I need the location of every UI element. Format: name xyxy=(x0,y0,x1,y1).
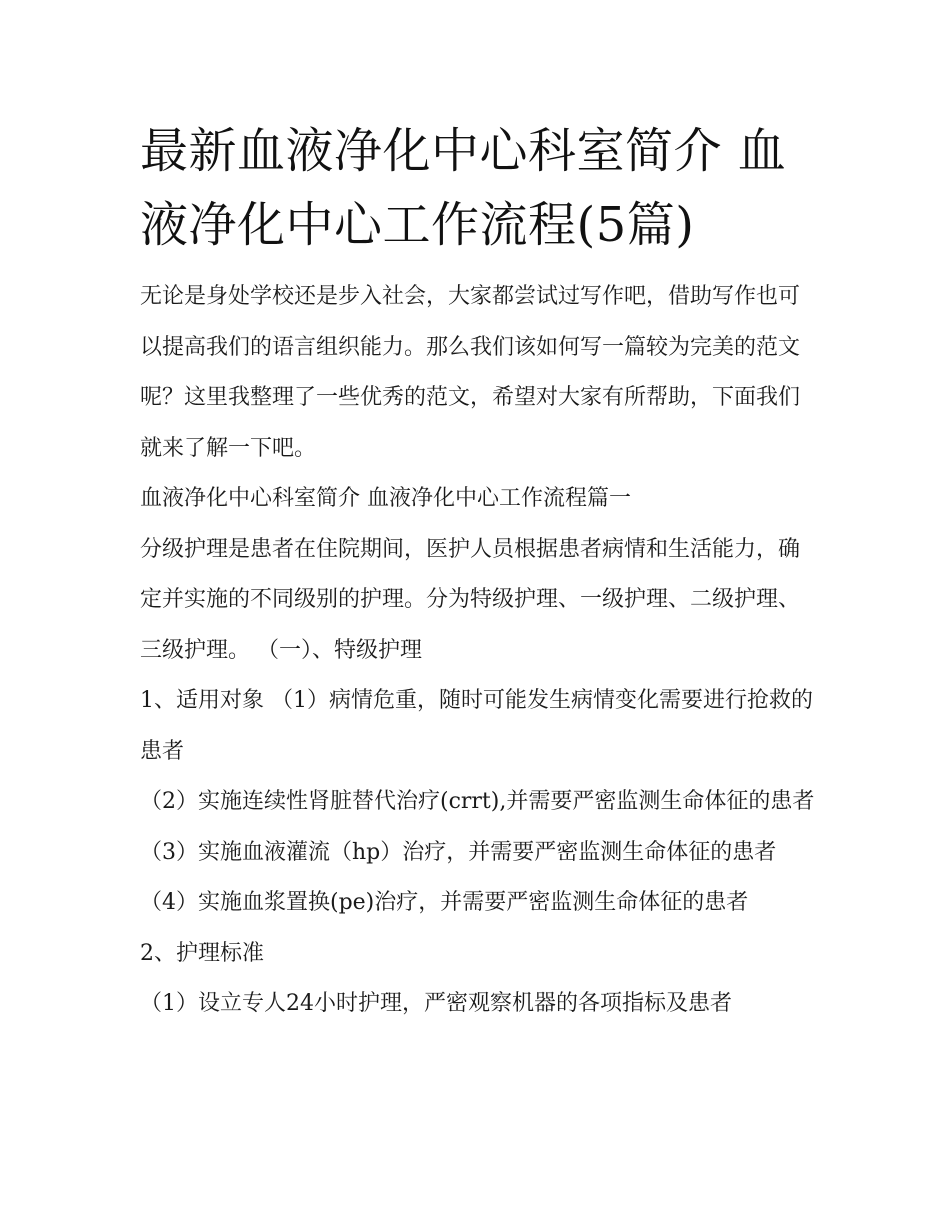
subsection-heading: 2、护理标准 xyxy=(140,940,264,966)
section-heading: 血液净化中心科室简介 血液净化中心工作流程篇一 xyxy=(140,486,631,511)
body-paragraph: 1、适用对象 （1）病情危重，随时可能发生病情变化需要进行抢救的患者 xyxy=(140,688,813,764)
body-paragraph: （2）实施连续性肾脏替代治疗(crrt),并需要严密监测生命体征的患者（3）实施血液灌流（hp）治疗，并需要严密监测生命体征的患者（4）实施血浆置换(pe)治疗，并需要严密监测生命体征的患者 xyxy=(140,789,815,915)
intro-paragraph: 无论是身处学校还是步入社会，大家都尝试过写作吧，借助写作也可以提高我们的语言组织能力。那么我们该如何写一篇较为完美的范文呢？这里我整理了一些优秀的范文，希望对大家有所帮助，下面我们就来了解一下吧。 xyxy=(140,284,801,461)
document-body xyxy=(140,272,820,1030)
document-title: 最新血液净化中心科室简介 血液净化中心工作流程(5篇) xyxy=(140,123,787,253)
body-paragraph: 分级护理是患者在住院期间，医护人员根据患者病情和生活能力，确定并实施的不同级别的护理。分为特级护理、一级护理、二级护理、三级护理。 （一）、特级护理 xyxy=(140,536,801,663)
body-paragraph: （1）设立专人24小时护理，严密观察机器的各项指标及患者 xyxy=(140,991,732,1016)
